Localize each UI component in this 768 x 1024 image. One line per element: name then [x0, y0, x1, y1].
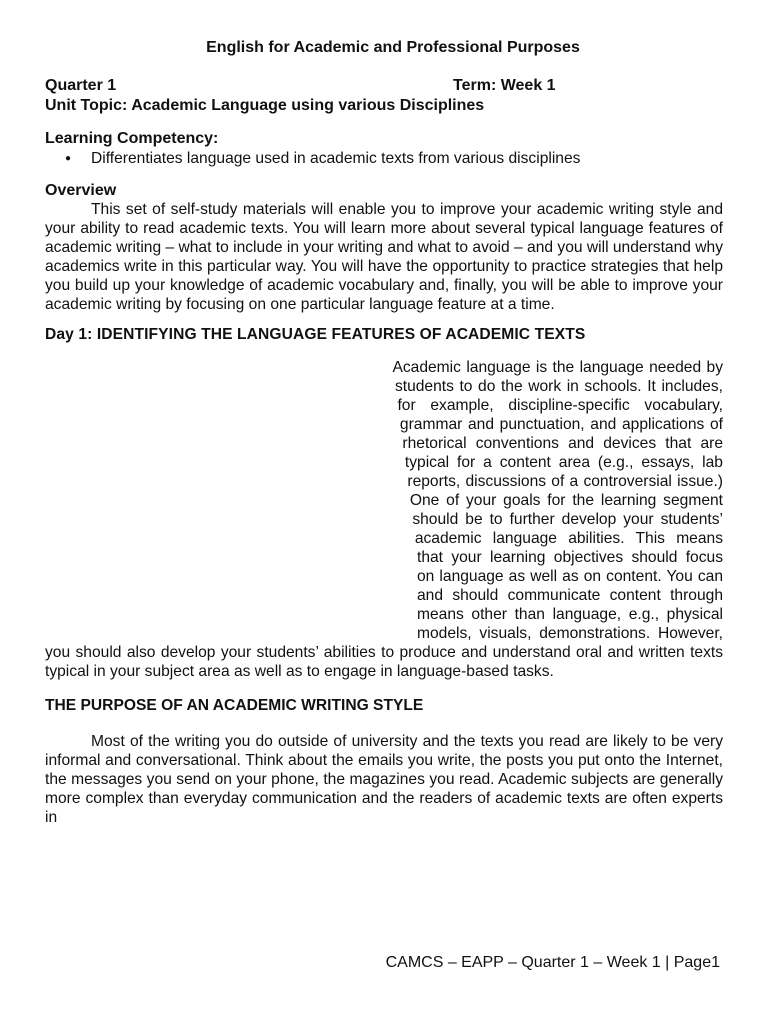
overview-heading: Overview — [45, 182, 117, 199]
document-title: English for Academic and Professional Purposes — [206, 39, 580, 56]
image-placeholder-space — [45, 358, 417, 640]
document-page — [45, 38, 723, 827]
unit-topic: Unit Topic: Academic Language using various Disciplines — [45, 97, 485, 114]
purpose-paragraph: Most of the writing you do outside of university and the texts you read are likely to be very informal and conversational. Think about the emails you write, the posts you put onto the Internet, the messages you send on your phone, the magazines you read. Academic subjects are generally more complex than everyday communication and the readers of academic texts are often experts in — [45, 733, 723, 826]
purpose-heading: THE PURPOSE OF AN ACADEMIC WRITING STYLE — [45, 697, 424, 714]
overview-paragraph: This set of self-study materials will enable you to improve your academic writing style and your ability to read academic texts. You will learn more about several typical language features of academic writing – what to include in your writing and what to avoid – and you will understand why academics write in this particular way. You will have the opportunity to practice strategies that help you build up your knowledge of academic vocabulary and, finally, you will be able to improve your academic writing by focusing on one particular language feature at a time. — [45, 201, 723, 313]
competency-text: Differentiates language used in academic texts from various disciplines — [91, 150, 581, 167]
academic-language-paragraph: Academic language is the language needed by students to do the work in schools. It includes, for example, discipline-specific vocabulary, grammar and punctuation, and applications of rhetorical conventions and devices that are typical for a content area (e.g., essays, lab reports, discussions of a controversial issue.) One of your goals for the learning segment should be to further develop your students’ academic language abilities. This means that your learning objectives should focus on language as well as on content. You can and should communicate content through means other than language, e.g., physical models, visuals, demonstrations. However, you should also develop your students’ abilities to produce and understand oral and written texts typical in your subject area as well as to engage in language-based tasks. — [45, 359, 723, 680]
bullet-icon: ● — [64, 153, 72, 164]
competency-list — [45, 149, 723, 170]
competency-heading: Learning Competency: — [45, 130, 219, 147]
list-item — [45, 149, 723, 170]
quarter-label: Quarter 1 — [45, 77, 117, 94]
quarter-term-row — [45, 76, 723, 96]
document-meta — [45, 76, 723, 115]
page-footer: CAMCS – EAPP – Quarter 1 – Week 1 | Page1 — [385, 954, 720, 971]
term-label: Term: Week 1 — [453, 77, 556, 94]
academic-language-section — [45, 358, 723, 681]
day1-heading: Day 1: IDENTIFYING THE LANGUAGE FEATURES OF ACADEMIC TEXTS — [45, 326, 586, 343]
